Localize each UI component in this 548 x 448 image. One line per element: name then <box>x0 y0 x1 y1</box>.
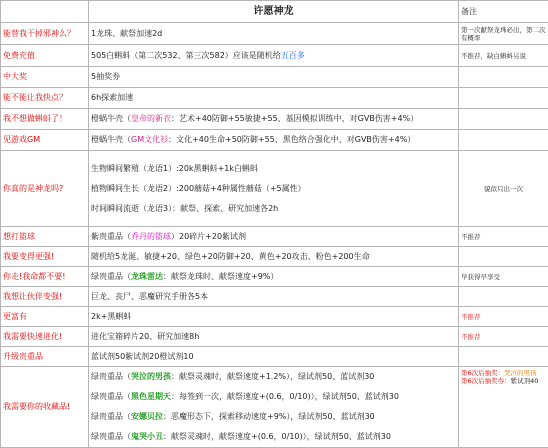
note-text: 第6次后抽奖券： <box>461 377 511 385</box>
table-row <box>1 367 548 448</box>
table-row <box>1 227 548 247</box>
answer-line: 时间瞬间流逝（龙语3）：献祭、探索、研究加速各2h <box>91 199 456 219</box>
note-item: 哭泣的男孩 <box>504 369 537 377</box>
question-cell: 能不能让我快点？ <box>1 88 89 109</box>
note-cell <box>459 367 548 448</box>
answer-cell: 随机给5龙涎、敏捷+20、绿色+20防御+20、黄色+20攻击、粉色+200生命 <box>89 247 459 267</box>
question-cell: 你真的是神龙吗? <box>1 151 89 227</box>
answer-text: ：文化+40生命+50防御+55、黑色络合强化中、对GVB伤害+4%） <box>168 135 415 144</box>
answer-cell <box>89 109 459 130</box>
answer-text: ：恶魔形态下，探索移动速度+9%），绿试剂50、蓝试剂30 <box>163 412 375 421</box>
table-row <box>1 247 548 267</box>
note-text: 紫试剂40 <box>511 377 539 385</box>
question-cell: 我需要你的收藏品! <box>1 367 89 448</box>
question-cell: 我要变得更强! <box>1 247 89 267</box>
answer-cell: 1龙珠、献祭加速2d <box>89 23 459 45</box>
answer-cell <box>89 367 459 448</box>
question-cell: 我需要快速进化! <box>1 327 89 347</box>
question-cell: 能替我干掉邪神么？ <box>1 23 89 45</box>
answer-text: ：献祭龙珠时、献祭速度+9%） <box>163 272 278 281</box>
note-cell: 貌似只出一次 <box>459 151 548 227</box>
answer-text: 绿贵重品（ <box>91 412 131 421</box>
table-row <box>1 67 548 88</box>
answer-text: ：每签到一次，献祭速度+(0.6，0/10)），绿试剂50、蓝试剂30 <box>171 392 399 401</box>
note-header: 备注 <box>459 1 548 23</box>
table-row <box>1 267 548 287</box>
item-name: 哭泣的男孩 <box>131 372 171 381</box>
item-name: 龙珠雷达 <box>131 272 163 281</box>
item-name: 皇帝的新衣 <box>131 114 171 123</box>
item-name: 鬼哭小丑 <box>131 432 163 441</box>
note-cell: 不推荐，缺白蝌蚪另说 <box>459 45 548 67</box>
question-cell: 我想让伙伴变强! <box>1 287 89 307</box>
answer-text: 橙蜗牛壳（ <box>91 135 131 144</box>
question-cell: 免费充值 <box>1 45 89 67</box>
answer-text: 绿贵重品（ <box>91 372 131 381</box>
question-cell: 见游戏GM <box>1 130 89 151</box>
answer-cell <box>89 130 459 151</box>
answer-text: 绿贵重品（ <box>91 392 131 401</box>
note-cell <box>459 88 548 109</box>
note-cell <box>459 109 548 130</box>
note-cell: 早获得早享受 <box>459 267 548 287</box>
table-row <box>1 109 548 130</box>
note-cell: 第一次献祭龙珠必出，第二次有概率 <box>459 23 548 45</box>
question-cell: 你走!我命都不要! <box>1 267 89 287</box>
answer-text: ：献祭灵魂时，献祭速度+(0.6，0/10)），绿试剂50、蓝试剂30 <box>163 432 391 441</box>
answer-cell <box>89 227 459 247</box>
answer-text: 505白蝌蚪（第二次532、第三次582）应该是随机给 <box>91 51 281 60</box>
answer-cell: 蓝试剂50紫试剂20橙试剂10 <box>89 347 459 367</box>
answer-text: ：艺术+40防御+55敏捷+55、基因模拟训练中、对GVB伤害+4%） <box>171 114 418 123</box>
answer-cell: 5抽奖券 <box>89 67 459 88</box>
table-row <box>1 23 548 45</box>
answer-text: 绿贵重品（ <box>91 432 131 441</box>
answer-line <box>91 387 456 407</box>
table-row <box>1 130 548 151</box>
item-name: 黑色星期天 <box>131 392 171 401</box>
question-cell: 升级贵重品 <box>1 347 89 367</box>
answer-line: 生物瞬间繁殖（龙语1）:20k黑蝌蚪+1k白蝌蚪 <box>91 159 456 179</box>
item-name: GM文化衫 <box>131 135 168 144</box>
question-cell: 想打篮球 <box>1 227 89 247</box>
table-title: 许愿神龙 <box>89 1 459 23</box>
table-row <box>1 307 548 327</box>
table-row <box>1 88 548 109</box>
answer-cell: 6h探索加速 <box>89 88 459 109</box>
table-row <box>1 151 548 227</box>
answer-line <box>91 407 456 427</box>
question-cell: 我不想做蝌蚪了！ <box>1 109 89 130</box>
note-cell <box>459 130 548 151</box>
table-row <box>1 347 548 367</box>
answer-text: ：献祭灵魂时，献祭速度+1.2%），绿试剂50、蓝试剂30 <box>171 372 374 381</box>
note-cell <box>459 287 548 307</box>
note-cell <box>459 247 548 267</box>
note-cell: 不推荐 <box>459 327 548 347</box>
highlight-text: 五百多 <box>281 51 305 60</box>
answer-cell <box>89 267 459 287</box>
answer-cell: 巨龙、丧尸、恶魔研究手册各5本 <box>89 287 459 307</box>
answer-line <box>91 427 456 447</box>
item-name: 安娜贝拉 <box>131 412 163 421</box>
answer-cell: 进化宝箱碎片20、研究加速8h <box>89 327 459 347</box>
note-cell: 不推荐 <box>459 227 548 247</box>
answer-line: 植物瞬间生长（龙语2）:200蘑菇+4种属性蘑菇（+5属性） <box>91 179 456 199</box>
note-cell <box>459 347 548 367</box>
table-row <box>1 45 548 67</box>
answer-line <box>91 367 456 387</box>
answer-cell <box>89 45 459 67</box>
answer-text: 绿贵重品（ <box>91 272 131 281</box>
table-row <box>1 327 548 347</box>
answer-cell: 2k+黑蝌蚪 <box>89 307 459 327</box>
answer-text: ）20碎片+20紫试剂 <box>171 232 246 241</box>
answer-text: 紫贵重品（ <box>91 232 131 241</box>
question-cell: 中大奖 <box>1 67 89 88</box>
question-cell: 更富有 <box>1 307 89 327</box>
note-text: 第6次后抽奖： <box>461 369 504 377</box>
note-cell: 不推荐 <box>459 307 548 327</box>
header-row <box>1 1 548 23</box>
item-name: 乔丹的篮球 <box>131 232 171 241</box>
table-row <box>1 287 548 307</box>
note-cell <box>459 67 548 88</box>
answer-cell <box>89 151 459 227</box>
answer-text: 橙蜗牛壳（ <box>91 114 131 123</box>
